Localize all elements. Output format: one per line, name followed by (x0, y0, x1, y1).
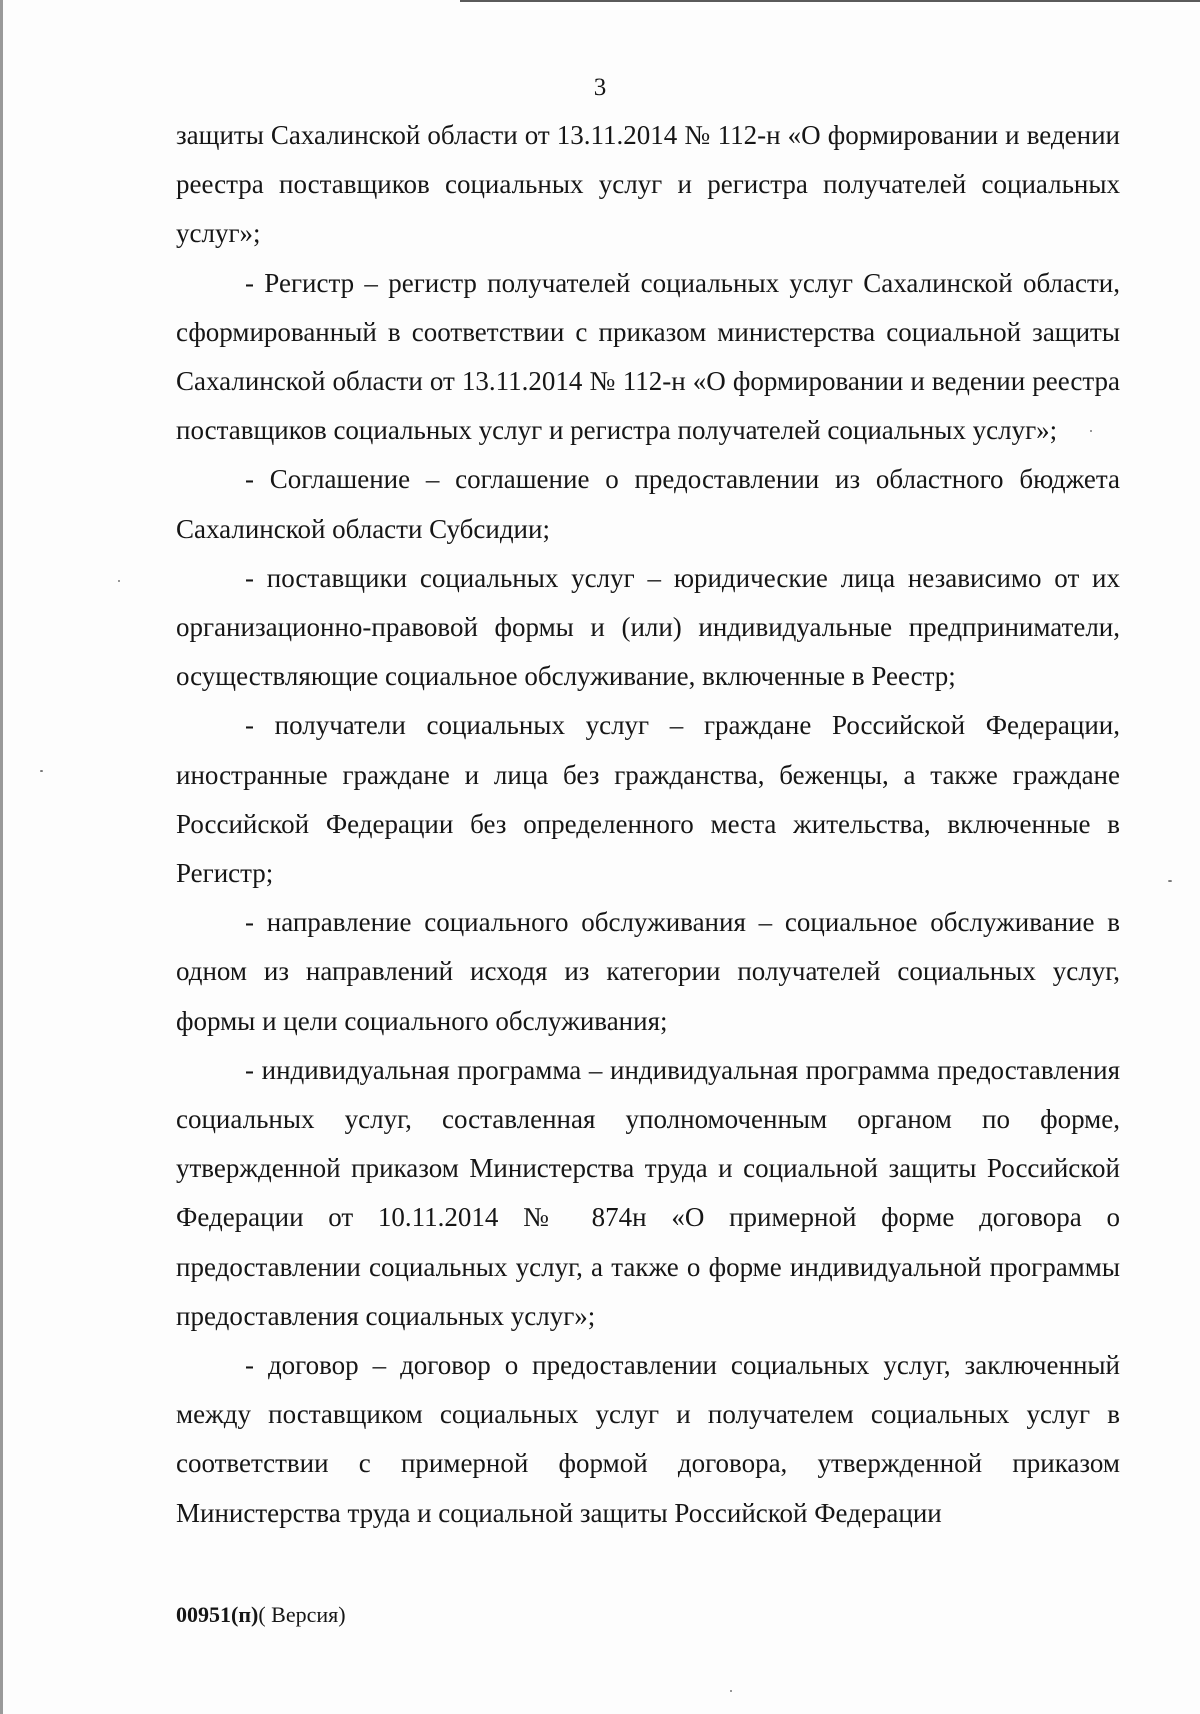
paragraph-napravlenie: - направление социального обслуживания – социальное обслуживание в одном из направлений исходя из категории получателей социальных услуг, формы и цели социального обслуживания; (176, 907, 1120, 1036)
document-body (176, 111, 1120, 1538)
document-version: ( Версия) (258, 1602, 346, 1627)
paragraph-registr: - Регистр – регистр получателей социальных услуг Сахалинской области, сформированный в соответствии с приказом министерства социальной защиты Сахалинской области от 13.11.2014 № 112-н «О формировании и ведении реестра поставщиков социальных услуг и регистра получателей социальных услуг»; (176, 267, 1120, 446)
scan-speck (1090, 430, 1092, 432)
scan-speck (730, 1690, 732, 1692)
paragraph-dogovor: - договор – договор о предоставлении социальных услуг, заключенный между поставщиком социальных услуг и получателем социальных услуг в соответствии с примерной формой договора, утвержденной приказом Министерства труда и социальной защиты Российской Федерации (176, 1350, 1120, 1528)
scan-edge-top (460, 0, 1200, 2)
paragraph-soglashenie: - Соглашение – соглашение о предоставлении из областного бюджета Сахалинской области Субсидии; (176, 464, 1120, 544)
scan-edge-left (0, 0, 3, 1714)
scan-speck (118, 580, 120, 582)
paragraph-continuation: защиты Сахалинской области от 13.11.2014 № 112-н «О формировании и ведении реестра поставщиков социальных услуг и регистра получателей социальных услуг»; (176, 120, 1120, 249)
paragraph-poluchateli: - получатели социальных услуг – граждане Российской Федерации, иностранные граждане и лица без гражданства, беженцы, а также граждане Российской Федерации без определенного места жительства, включенные в Регистр; (176, 710, 1120, 889)
page-number: 3 (593, 74, 607, 101)
scan-speck (1168, 880, 1172, 882)
paragraph-programma: - индивидуальная программа – индивидуальная программа предоставления социальных услуг, составленная уполномоченным органом по форме, утвержденной приказом Министерства труда и социальной защиты Российской Федерации от 10.11.2014 № 874н «О примерной форме договора о предоставлении социальных услуг, а также о форме индивидуальной программы предоставления социальных услуг»; (176, 1054, 1120, 1331)
document-code: 00951(п) (176, 1602, 259, 1627)
document-footer (176, 1602, 346, 1628)
scan-speck (40, 770, 43, 772)
paragraph-postavshchiki: - поставщики социальных услуг – юридические лица независимо от их организационно-правовой формы и (или) индивидуальные предприниматели, осуществляющие социальное обслуживание, включенные в Реестр; (176, 562, 1120, 692)
